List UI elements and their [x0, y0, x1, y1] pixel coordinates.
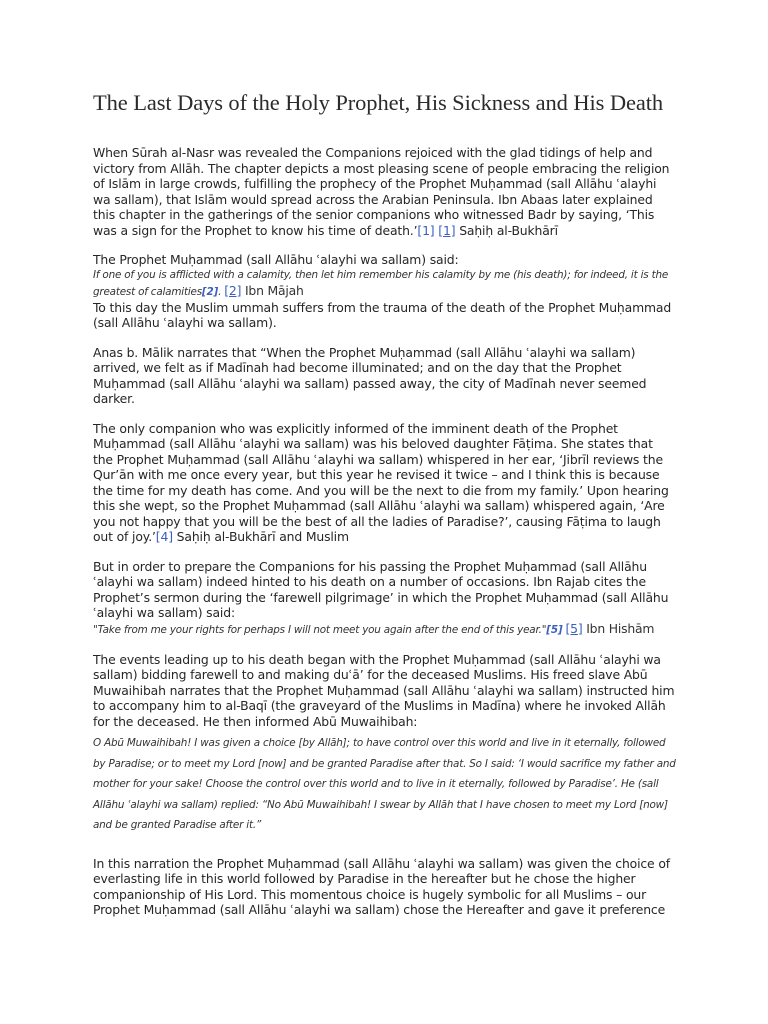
paragraph-text: The only companion who was explicitly informed of the imminent death of the Prophet Muḥammad (sall Allāhu ʿalayhi wa sallam) was his beloved daughter Fāṭima. She states that the Prophet Muḥammad (sall Allāhu ʿalayhi wa sallam) whispered in her ear, ‘Jibrīl reviews the Qur’ān with me once every year, but this year he revised it twice – and I think this is because the time for my death has come. And you will be the next to die from my family.’ Upon hearing this she wept, so the Prophet Muḥammad (sall Allāhu ʿalayhi wa sallam) whispered again, ‘Are you not happy that you will be the best of all the ladies of Paradise?’, causing Fāṭima to laugh out of joy.’ — [93, 420, 669, 544]
quote-intro: The Prophet Muḥammad (sall Allāhu ʿalayhi wa sallam) said: — [93, 252, 459, 267]
paragraph-nasr — [93, 145, 676, 238]
hadith-quote: O Abū Muwaihibah! I was given a choice [by Allāh]; to have control over this world and live in it eternally, followed by Paradise; or to meet my Lord [now] and be granted Paradise after that. So I said: ‘I would sacrifice my father and mother for your sake! Choose the control over this world and to live in it eternally, followed by Paradise’. He (sall Allāhu ʿalayhi wa sallam) replied: “No Abū Muwaihibah! I swear by Allāh that I have chosen to meet my Lord [now] and be granted Paradise after it.” — [93, 737, 676, 831]
article-body — [93, 145, 676, 918]
hadith-quote — [93, 621, 676, 638]
quote-text: "Take from me your rights for perhaps I will not meet you again after the end of this year." — [93, 623, 547, 636]
quote-text: If one of you is afflicted with a calamity, then let him remember his calamity by me (his death); for indeed, it is the greatest of calamities — [93, 268, 669, 298]
paragraph-baqi — [93, 652, 676, 836]
page-title: The Last Days of the Holy Prophet, His Sickness and His Death — [93, 90, 664, 115]
paragraph-text: The events leading up to his death began with the Prophet Muḥammad (sall Allāhu ʿalayhi wa sallam) bidding farewell to and making duʿā’ for the deceased Muslims. His freed slave Abū Muwaihibah narrates that the Prophet Muḥammad (sall Allāhu ʿalayhi wa sallam) instructed him to accompany him to al-Baqī (the graveyard of the Muslims in Madīna) where he invoked Allāh for the deceased. He then informed Abū Muwaihibah: — [93, 651, 675, 729]
source-citation: Saḥiḥ al-Bukhārī and Muslim — [172, 529, 349, 544]
footnote-link[interactable]: [5] — [546, 623, 563, 636]
footnote-link[interactable]: [1] — [417, 222, 435, 238]
paragraph-text: But in order to prepare the Companions for his passing the Prophet Muḥammad (sall Allāhu ʿalayhi wa sallam) indeed hinted to his death on a number of occasions. Ibn Rajab cites the Prophet’s sermon during the ‘farewell pilgrimage’ in which the Prophet Muḥammad (sall Allāhu ʿalayhi wa sallam) said: — [93, 558, 669, 620]
hadith-quote — [93, 268, 676, 300]
paragraph-calamity — [93, 252, 676, 331]
punctuation: . — [218, 285, 222, 298]
footnote-link[interactable]: [5] — [565, 620, 583, 636]
paragraph-text: When Sūrah al-Nasr was revealed the Companions rejoiced with the glad tidings of help and victory from Allāh. The chapter depicts a most pleasing scene of people embracing the religion of Islām in large crowds, fulfilling the prophecy of the Prophet Muḥammad (sall Allāhu ʿalayhi wa sallam), that Islām would spread across the Arabian Peninsula. Ibn Abaas later explained this chapter in the gatherings of the senior companions who witnessed Badr by saying, ‘This was a sign for the Prophet to know his time of death.’ — [93, 145, 670, 238]
paragraph-choice: In this narration the Prophet Muḥammad (sall Allāhu ʿalayhi wa sallam) was given the choice of everlasting life in this world followed by Paradise in the hereafter but he chose the higher companionship of His Lord. This momentous choice is hugely symbolic for all Muslims – our Prophet Muḥammad (sall Allāhu ʿalayhi wa sallam) chose the Hereafter and gave it preference — [93, 855, 670, 917]
paragraph-fatima — [93, 421, 676, 545]
paragraph-anas: Anas b. Mālik narrates that “When the Prophet Muḥammad (sall Allāhu ʿalayhi wa sallam) arrived, we felt as if Madīnah had become illuminated; and on the day that the Prophet Muḥammad (sall Allāhu ʿalayhi wa sallam) passed away, the city of Madīnah never seemed darker. — [93, 344, 647, 406]
paragraph-farewell — [93, 559, 676, 638]
footnote-link[interactable]: [1] — [438, 222, 456, 238]
paragraph-text: To this day the Muslim ummah suffers from the trauma of the death of the Prophet Muḥammad (sall Allāhu ʿalayhi wa sallam). — [93, 299, 672, 330]
source-citation: Saḥiḥ al-Bukhārī — [455, 222, 558, 238]
footnote-link[interactable]: [2] — [201, 285, 219, 298]
source-citation: Ibn Hishām — [582, 620, 655, 636]
source-citation: Ibn Mājah — [241, 282, 304, 298]
footnote-link[interactable]: [2] — [224, 282, 242, 298]
footnote-link[interactable]: [4] — [155, 529, 173, 544]
